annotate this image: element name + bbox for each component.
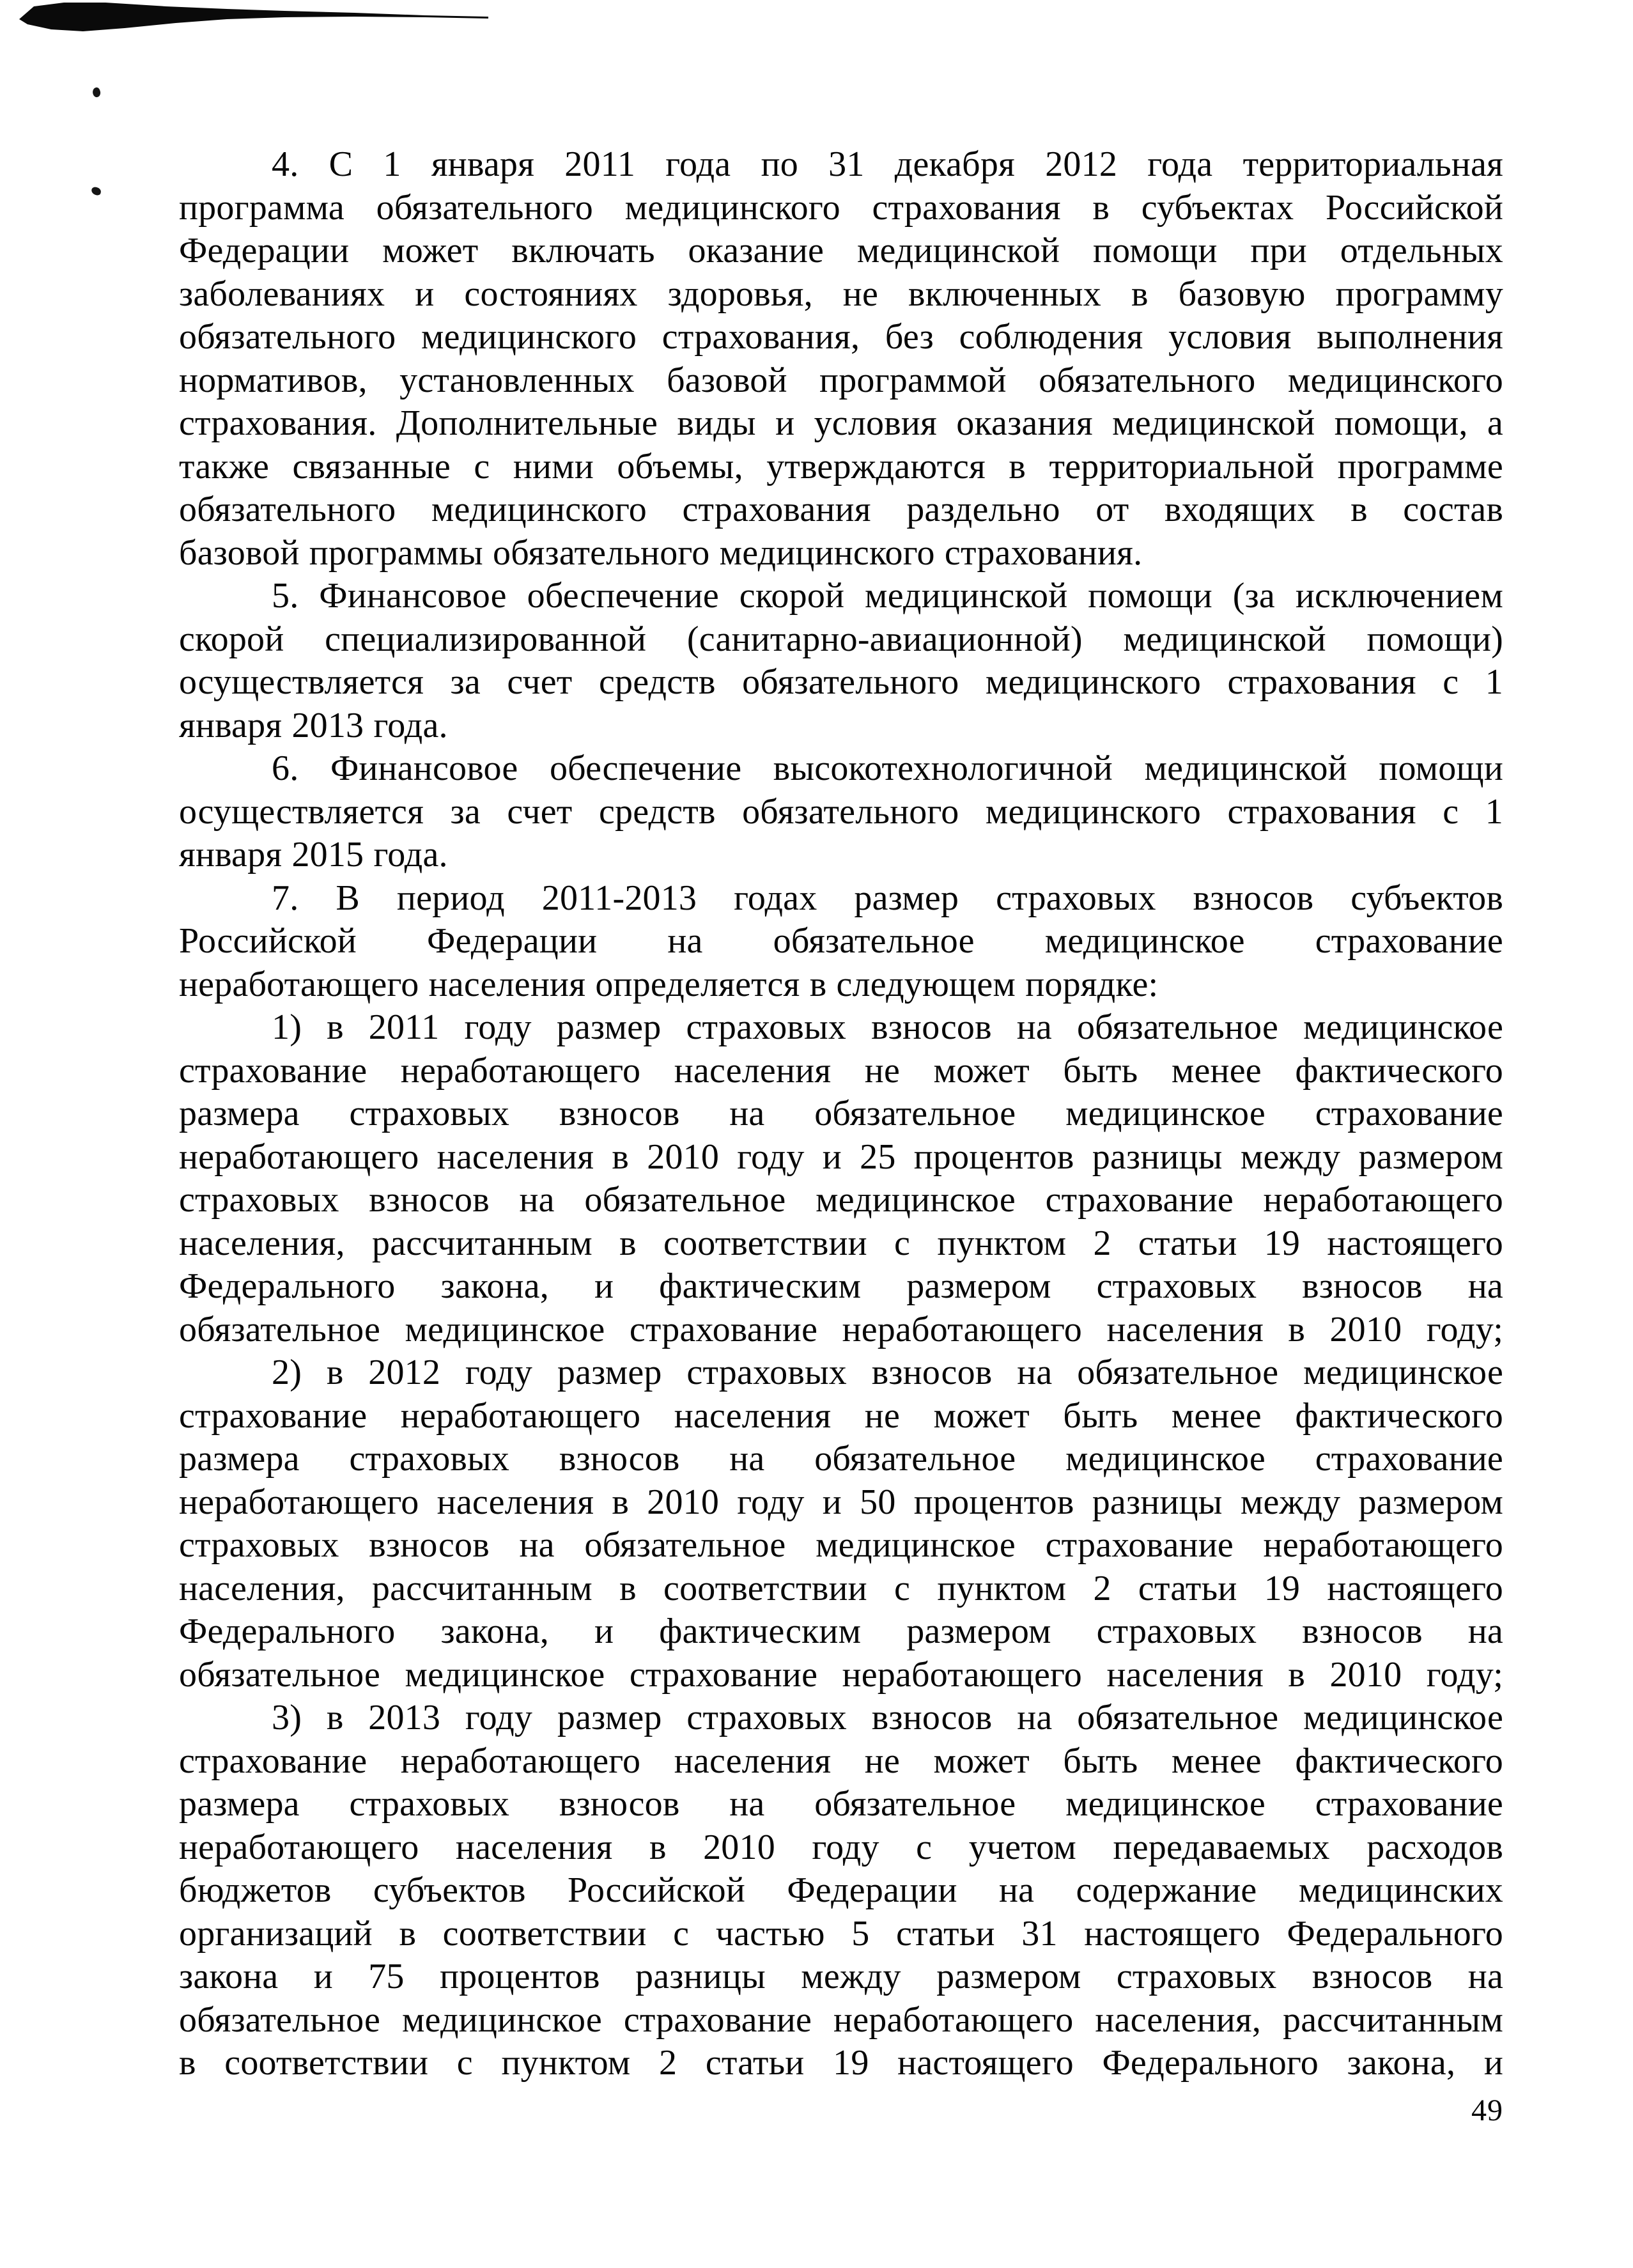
text-line: населения, рассчитанным в соответствии с пунктом 2 статьи 19 настоящего xyxy=(179,1568,1503,1608)
text-line: обязательного медицинского страхования раздельно от входящих в состав xyxy=(179,490,1503,529)
text-line: нормативов, установленных базовой программой обязательного медицинского xyxy=(179,360,1503,400)
text-line: населения, рассчитанным в соответствии с пунктом 2 статьи 19 настоящего xyxy=(179,1223,1503,1263)
text-line: 5. Финансовое обеспечение скорой медицинской помощи (за исключением xyxy=(272,576,1503,616)
text-line: в соответствии с пунктом 2 статьи 19 настоящего Федерального закона, и xyxy=(179,2043,1503,2083)
paragraph-subitem-1 xyxy=(179,1006,1503,1351)
text-line: неработающего населения в 2010 году и 25 процентов разницы между размером xyxy=(179,1137,1503,1177)
text-line: базовой программы обязательного медицинского страхования. xyxy=(179,532,1143,573)
text-line: 3) в 2013 году размер страховых взносов на обязательное медицинское xyxy=(272,1698,1503,1737)
paragraph-item-7 xyxy=(179,877,1503,1007)
text-line: обязательное медицинское страхование неработающего населения, рассчитанным xyxy=(179,2000,1503,2040)
text-line: обязательное медицинское страхование неработающего населения в 2010 году; xyxy=(179,1654,1503,1695)
text-line: Федерального закона, и фактическим размером страховых взносов на xyxy=(179,1612,1503,1651)
text-line: Федерации может включать оказание медицинской помощи при отдельных xyxy=(179,231,1503,270)
paragraph-subitem-3 xyxy=(179,1697,1503,2085)
text-line: страхования. Дополнительные виды и условия оказания медицинской помощи, а xyxy=(179,403,1503,443)
text-line: осуществляется за счет средств обязательного медицинского страхования с 1 xyxy=(179,662,1503,702)
paragraph-item-6 xyxy=(179,747,1503,877)
text-line: января 2013 года. xyxy=(179,705,448,745)
ink-speck xyxy=(91,186,102,196)
text-line: организаций в соответствии с частью 5 статьи 31 настоящего Федерального xyxy=(179,1913,1503,1953)
text-line: закона и 75 процентов разницы между размером страховых взносов на xyxy=(179,1957,1503,1996)
text-line: января 2015 года. xyxy=(179,835,448,874)
text-line: Российской Федерации на обязательное медицинское страхование xyxy=(179,921,1503,961)
text-line: 7. В период 2011-2013 годах размер страховых взносов субъектов xyxy=(272,878,1503,918)
text-line: размера страховых взносов на обязательное медицинское страхование xyxy=(179,1439,1503,1479)
text-line: страхование неработающего населения не может быть менее фактического xyxy=(179,1050,1503,1091)
text-line: обязательное медицинское страхование неработающего населения в 2010 году; xyxy=(179,1309,1503,1349)
text-line: страховых взносов на обязательное медицинское страхование неработающего xyxy=(179,1180,1503,1220)
text-line: размера страховых взносов на обязательное медицинское страхование xyxy=(179,1094,1503,1133)
text-block xyxy=(179,143,1503,2085)
text-line: осуществляется за счет средств обязательного медицинского страхования с 1 xyxy=(179,791,1503,832)
text-line: Федерального закона, и фактическим размером страховых взносов на xyxy=(179,1266,1503,1306)
text-line: неработающего населения в 2010 году с учетом передаваемых расходов xyxy=(179,1827,1503,1867)
scan-streak-artifact xyxy=(16,0,502,38)
paragraph-item-5 xyxy=(179,575,1503,747)
text-line: неработающего населения определяется в следующем порядке: xyxy=(179,964,1159,1004)
text-line: также связанные с ними объемы, утверждаются в территориальной программе xyxy=(179,446,1503,486)
text-line: страхование неработающего населения не может быть менее фактического xyxy=(179,1395,1503,1436)
paragraph-subitem-2 xyxy=(179,1351,1503,1697)
text-line: 1) в 2011 году размер страховых взносов на обязательное медицинское xyxy=(272,1007,1503,1047)
text-line: программа обязательного медицинского страхования в субъектах Российской xyxy=(179,187,1503,228)
text-line: 4. С 1 января 2011 года по 31 декабря 2012 года территориальная xyxy=(272,144,1503,184)
text-line: обязательного медицинского страхования, без соблюдения условия выполнения xyxy=(179,317,1503,357)
paragraph-item-4 xyxy=(179,143,1503,575)
text-line: 2) в 2012 году размер страховых взносов на обязательное медицинское xyxy=(272,1353,1503,1392)
text-line: 6. Финансовое обеспечение высокотехнологичной медицинской помощи xyxy=(272,749,1503,788)
text-line: заболеваниях и состояниях здоровья, не включенных в базовую программу xyxy=(179,274,1503,314)
page-number: 49 xyxy=(1471,2093,1503,2127)
text-line: неработающего населения в 2010 году и 50 процентов разницы между размером xyxy=(179,1482,1503,1522)
text-line: размера страховых взносов на обязательное медицинское страхование xyxy=(179,1784,1503,1824)
ink-speck xyxy=(91,87,102,98)
text-line: страхование неработающего населения не может быть менее фактического xyxy=(179,1741,1503,1781)
text-line: бюджетов субъектов Российской Федерации на содержание медицинских xyxy=(179,1870,1503,1910)
text-line: страховых взносов на обязательное медицинское страхование неработающего xyxy=(179,1525,1503,1565)
text-line: скорой специализированной (санитарно-авиационной) медицинской помощи) xyxy=(179,619,1503,659)
